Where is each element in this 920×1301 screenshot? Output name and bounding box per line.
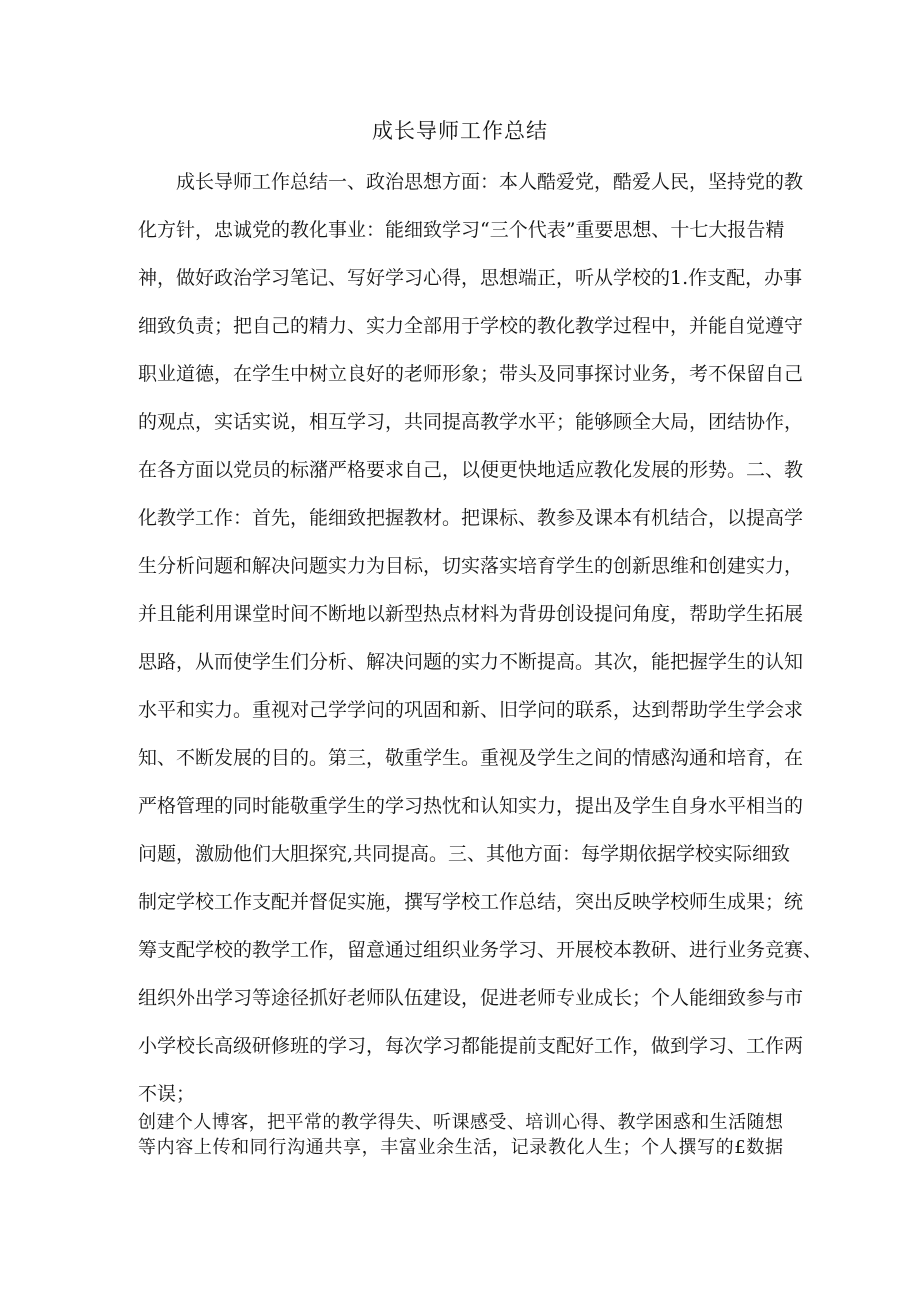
paragraph-line: 严格管理的同时能敬重学生的学习热忱和认知实力，提出及学生自身水平相当的	[138, 795, 804, 817]
paragraph-line: 成长导师工作总结一、政治思想方面：本人酷爱党，酷爱人民，坚持党的教	[176, 171, 804, 193]
paragraph-line: 制定学校工作支配并督促实施，撰写学校工作总结，突出反映学校师生成果；统	[138, 891, 804, 913]
document-title: 成长导师工作总结	[372, 119, 548, 143]
paragraph-line: 化方针，忠诚党的教化事业：能细致学习“三个代表”重要思想、十七大报告精	[138, 219, 785, 241]
paragraph-line: 组织外出学习等途径抓好老师队伍建设，促进老师专业成长；个人能细致参与市	[138, 987, 804, 1009]
paragraph-line: 思路，从而使学生们分析、解决问题的实力不断提高。其次，能把握学生的认知	[138, 651, 804, 673]
paragraph-line: 问题，激励他们大胆探究,共同提高。三、其他方面：每学期依据学校实际细致	[138, 843, 791, 865]
paragraph-line: 细致负责；把自己的精力、实力全部用于学校的教化教学过程中，并能自觉遵守	[138, 315, 804, 337]
paragraph-line: 不误；	[138, 1083, 196, 1105]
paragraph-line: 筹支配学校的教学工作，留意通过组织业务学习、开展校本教研、进行业务竞赛、	[138, 939, 823, 961]
paragraph-line: 神，做好政治学习笔记、写好学习心得，思想端正，听从学校的1.作支配，办事	[138, 267, 803, 289]
tail-line: 等内容上传和同行沟通共享，丰富业余生活，记录教化人生；个人撰写的£数据	[138, 1137, 783, 1158]
paragraph-line: 化教学工作：首先，能细致把握教材。把课标、教参及课本有机结合，以提高学	[138, 507, 804, 529]
paragraph-line: 的观点，实话实说，相互学习，共同提高教学水平；能够顾全大局，团结协作，	[138, 411, 804, 433]
paragraph-line: 知、不断发展的目的。第三，敬重学生。重视及学生之间的情感沟通和培育，在	[138, 747, 804, 769]
paragraph-line: 水平和实力。重视对己学学问的巩固和新、旧学问的联系，达到帮助学生学会求	[138, 699, 804, 721]
tail-line: 创建个人博客，把平常的教学得失、听课感受、培训心得、教学困惑和生活随想	[138, 1112, 783, 1133]
paragraph-line: 在各方面以党员的标潴严格要求自己，以便更快地适应教化发展的形势。二、教	[138, 459, 804, 481]
paragraph-line: 生分析问题和解决问题实力为目标，切实落实培育学生的创新思维和创建实力，	[138, 555, 804, 577]
paragraph-line: 小学校长高级研修班的学习，每次学习都能提前支配好工作，做到学习、工作两	[138, 1035, 804, 1057]
paragraph-line: 并且能利用课堂时间不断地以新型热点材料为背毋创设提问角度，帮助学生拓展	[138, 603, 804, 625]
paragraph-line: 职业道德，在学生中树立良好的老师形象；带头及同事探讨业务，考不保留自己	[138, 363, 804, 385]
